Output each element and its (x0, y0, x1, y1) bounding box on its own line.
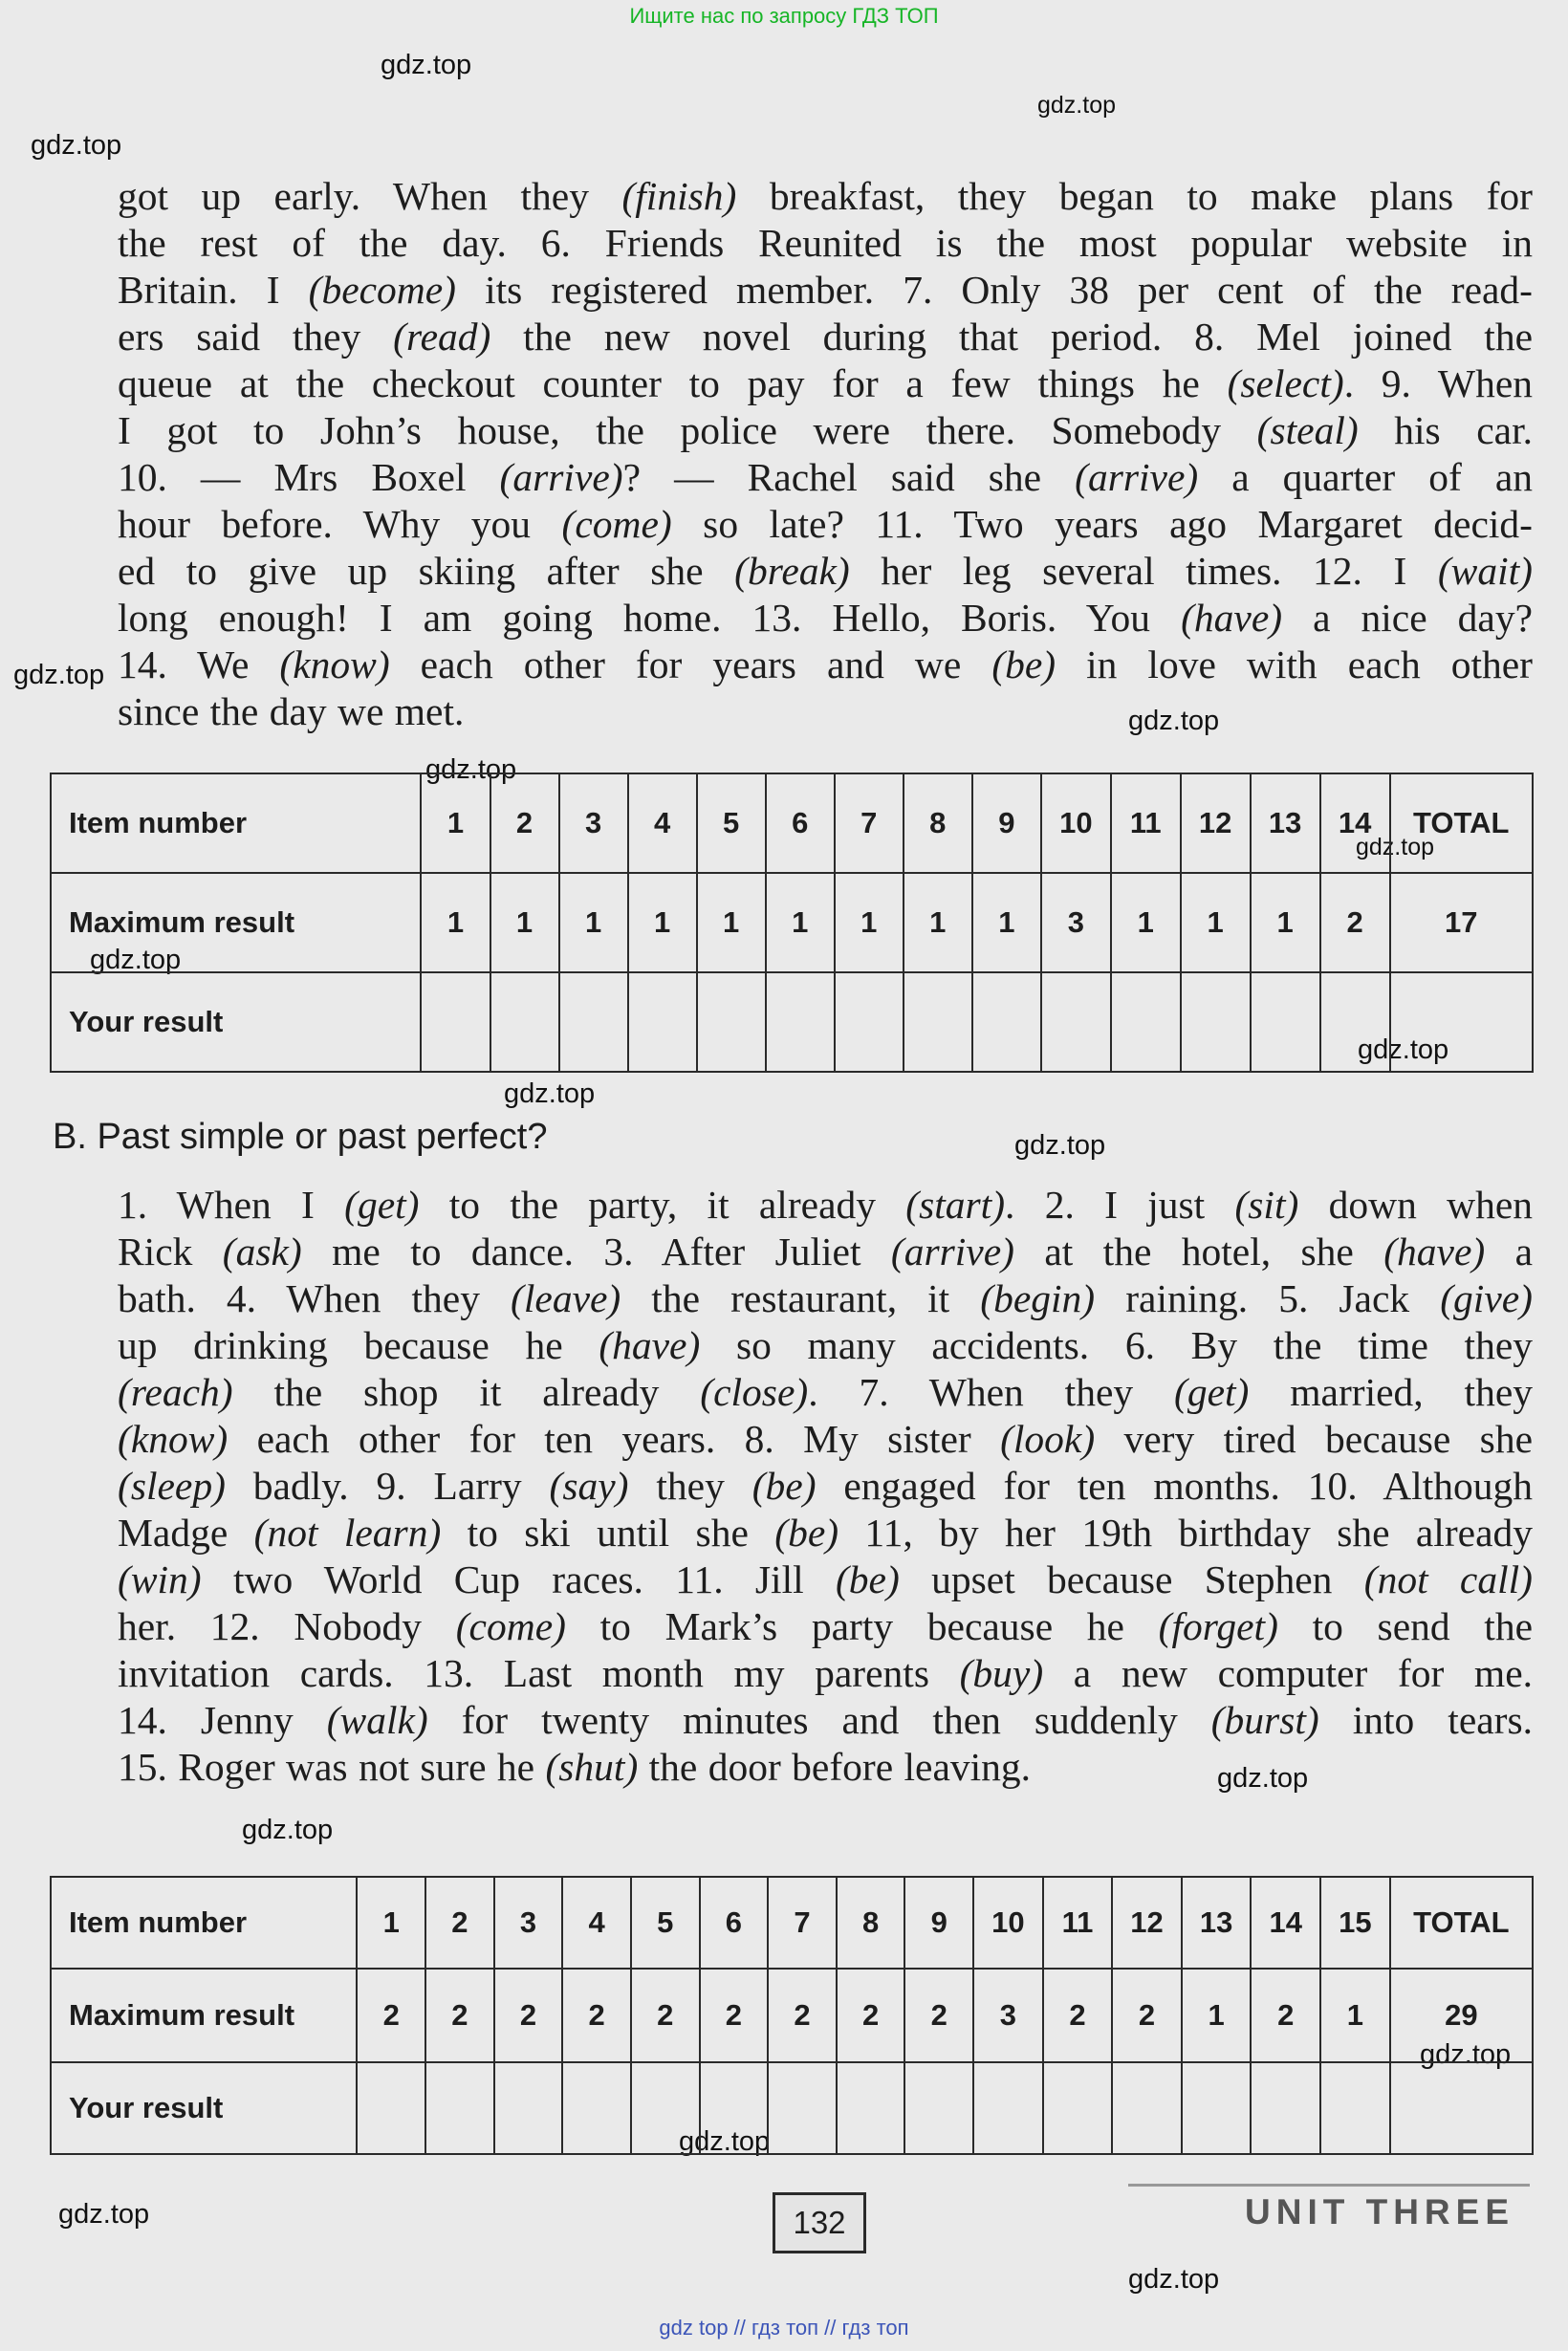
text-segment: a new computer for me. (1043, 1651, 1533, 1695)
text-segment: in love with each other (1056, 642, 1533, 686)
text-segment: 11, by her 19th birthday she already (838, 1511, 1533, 1555)
text-line (118, 267, 1533, 314)
watermark: gdz.top (1217, 1763, 1309, 1794)
row-label: Maximum result (51, 1969, 357, 2062)
item-number-cell: 9 (904, 1877, 973, 1969)
text-segment: 14. We (118, 642, 280, 686)
verb-prompt: (know) (279, 642, 390, 686)
max-result-cell: 1 (490, 873, 559, 972)
item-number-cell: 4 (628, 773, 697, 873)
text-line (118, 1650, 1533, 1697)
max-result-cell: 2 (494, 1969, 563, 2062)
max-result-cell: 1 (421, 873, 490, 972)
verb-prompt: (arrive) (499, 455, 623, 499)
maximum-result-row (51, 1969, 1533, 2062)
exercise-a-text (118, 173, 1533, 735)
max-result-cell: 1 (1181, 873, 1251, 972)
verb-prompt: (become) (308, 268, 456, 312)
your-result-cell[interactable] (1251, 972, 1320, 1072)
max-result-cell: 1 (766, 873, 835, 972)
max-result-cell: 1 (1111, 873, 1181, 972)
max-result-cell: 2 (700, 1969, 769, 2062)
verb-prompt: (get) (1174, 1370, 1250, 1414)
watermark: gdz.top (13, 660, 105, 690)
text-segment: breakfast, they began to make plans for (736, 174, 1533, 218)
max-result-cell: 1 (1320, 1969, 1390, 2062)
your-result-cell[interactable] (835, 972, 904, 1072)
max-result-cell: 1 (972, 873, 1041, 972)
watermark: gdz.top (381, 50, 472, 80)
max-result-cell: 2 (837, 1969, 905, 2062)
your-result-row (51, 2062, 1533, 2154)
max-result-cell: 2 (631, 1969, 700, 2062)
your-result-cell[interactable] (1043, 2062, 1113, 2154)
watermark: gdz.top (31, 130, 122, 161)
item-number-cell: 5 (631, 1877, 700, 1969)
text-segment: bath. 4. When they (118, 1276, 512, 1320)
text-segment: me to dance. 3. After Juliet (301, 1230, 891, 1273)
item-number-cell: 12 (1112, 1877, 1182, 1969)
verb-prompt: (forget) (1158, 1604, 1278, 1648)
item-number-cell: 8 (837, 1877, 905, 1969)
your-result-cell[interactable] (494, 2062, 563, 2154)
item-number-row (51, 773, 1533, 873)
unit-label: UNIT THREE (1245, 2192, 1514, 2231)
text-segment: ed to give up skiing after she (118, 549, 735, 593)
item-number-cell: 10 (973, 1877, 1043, 1969)
max-result-cell: 1 (1251, 873, 1320, 972)
verb-prompt: (close) (700, 1370, 809, 1414)
total-header: TOTAL (1390, 1877, 1533, 1969)
text-line (118, 595, 1533, 642)
text-line (118, 1369, 1533, 1416)
text-segment: a (1485, 1230, 1534, 1273)
your-result-cell[interactable] (700, 2062, 769, 2154)
your-result-cell[interactable] (1111, 972, 1181, 1072)
text-segment: ? — Rachel said she (622, 455, 1076, 499)
verb-prompt: (know) (118, 1417, 229, 1461)
verb-prompt: (begin) (980, 1276, 1096, 1320)
item-number-cell: 12 (1181, 773, 1251, 873)
text-segment: for twenty minutes and then suddenly (427, 1698, 1211, 1742)
watermark: gdz.top (242, 1815, 334, 1845)
text-segment: Rick (118, 1230, 223, 1273)
page-number: 132 (773, 2192, 866, 2253)
max-result-cell: 2 (1043, 1969, 1113, 2062)
text-line (118, 1275, 1533, 1322)
your-result-cell[interactable] (1112, 2062, 1182, 2154)
verb-prompt: (get) (344, 1183, 420, 1227)
item-number-cell: 14 (1251, 1877, 1320, 1969)
max-result-cell: 2 (1251, 1969, 1320, 2062)
your-total-cell[interactable] (1390, 972, 1533, 1072)
text-segment: since the day we met. (118, 689, 465, 733)
text-segment: Madge (118, 1511, 254, 1555)
item-number-cell: 7 (835, 773, 904, 873)
text-line (118, 360, 1533, 407)
item-number-cell: 8 (904, 773, 972, 873)
item-number-cell: 7 (768, 1877, 837, 1969)
watermark: gdz.top (1037, 92, 1117, 119)
watermark: gdz.top (90, 945, 182, 975)
max-result-cell: 3 (973, 1969, 1043, 2062)
item-number-cell: 6 (700, 1877, 769, 1969)
verb-prompt: (read) (393, 315, 491, 359)
your-result-cell[interactable] (1182, 2062, 1252, 2154)
text-line (118, 642, 1533, 688)
text-segment: down when (1298, 1183, 1533, 1227)
text-segment: so late? 11. Two years ago Margaret decid- (671, 502, 1533, 546)
text-line (118, 314, 1533, 360)
top-banner[interactable]: Ищите нас по запросу ГДЗ ТОП (629, 4, 939, 28)
max-result-cell: 1 (835, 873, 904, 972)
text-segment: her. 12. Nobody (118, 1604, 456, 1648)
your-result-cell[interactable] (1181, 972, 1251, 1072)
text-segment: badly. 9. Larry (225, 1464, 550, 1508)
text-line (118, 173, 1533, 220)
your-result-row (51, 972, 1533, 1072)
text-line (118, 454, 1533, 501)
your-result-cell[interactable] (1041, 972, 1111, 1072)
item-number-cell: 2 (425, 1877, 494, 1969)
verb-prompt: (come) (561, 502, 672, 546)
your-result-cell[interactable] (973, 2062, 1043, 2154)
max-result-cell: 2 (904, 1969, 973, 2062)
watermark: gdz.top (1356, 834, 1435, 860)
text-segment: the shop it already (232, 1370, 701, 1414)
max-result-cell: 2 (768, 1969, 837, 2062)
text-line (118, 1697, 1533, 1744)
total-header: TOTAL (1390, 773, 1533, 873)
max-result-cell: 1 (904, 873, 972, 972)
verb-prompt: (shut) (545, 1745, 639, 1789)
verb-prompt: (steal) (1256, 408, 1359, 452)
text-segment: very tired because she (1095, 1417, 1533, 1461)
text-segment: . 7. When they (808, 1370, 1175, 1414)
item-number-row (51, 1877, 1533, 1969)
score-table-b (50, 1876, 1534, 2155)
text-segment: ers said they (118, 315, 394, 359)
text-line (118, 1510, 1533, 1556)
item-number-cell: 11 (1043, 1877, 1113, 1969)
your-result-cell[interactable] (425, 2062, 494, 2154)
max-result-cell: 1 (628, 873, 697, 972)
text-segment: I got to John’s house, the police were there. Somebody (118, 408, 1257, 452)
item-number-cell: 13 (1182, 1877, 1252, 1969)
text-line (118, 1744, 1533, 1791)
your-result-cell[interactable] (768, 2062, 837, 2154)
your-result-cell[interactable] (559, 972, 628, 1072)
verb-prompt: (not call) (1363, 1557, 1533, 1601)
max-result-cell: 2 (1112, 1969, 1182, 2062)
text-segment: a quarter of an (1198, 455, 1534, 499)
row-label: Item number (51, 1877, 357, 1969)
text-segment: engaged for ten months. 10. Although (816, 1464, 1533, 1508)
your-result-cell[interactable] (697, 972, 766, 1072)
text-segment: the door before leaving. (638, 1745, 1032, 1789)
watermark: gdz.top (58, 2199, 150, 2230)
max-result-cell: 1 (559, 873, 628, 972)
text-line (118, 220, 1533, 267)
text-segment: 15. Roger was not sure he (118, 1745, 546, 1789)
verb-prompt: (have) (599, 1323, 701, 1367)
verb-prompt: (arrive) (1075, 455, 1199, 499)
text-segment: they (628, 1464, 752, 1508)
text-segment: each other for years and we (389, 642, 992, 686)
text-segment: his car. (1358, 408, 1533, 452)
text-line (118, 1416, 1533, 1463)
text-segment: two World Cup races. 11. Jill (201, 1557, 836, 1601)
your-result-cell[interactable] (837, 2062, 905, 2154)
bottom-banner[interactable]: gdz top // гдз топ // гдз топ (659, 2316, 909, 2340)
verb-prompt: (be) (751, 1464, 817, 1508)
max-result-cell: 3 (1041, 873, 1111, 972)
your-result-cell[interactable] (421, 972, 490, 1072)
item-number-cell: 4 (562, 1877, 631, 1969)
text-segment: the new novel during that period. 8. Mel joined the (490, 315, 1533, 359)
row-label: Item number (51, 773, 421, 873)
item-number-cell: 11 (1111, 773, 1181, 873)
your-result-cell[interactable] (1251, 2062, 1320, 2154)
text-line (118, 1229, 1533, 1275)
exercise-b-text (118, 1182, 1533, 1791)
verb-prompt: (leave) (511, 1276, 621, 1320)
text-segment: a nice day? (1282, 596, 1533, 640)
watermark: gdz.top (679, 2126, 771, 2157)
verb-prompt: (not learn) (253, 1511, 442, 1555)
item-number-cell: 5 (697, 773, 766, 873)
watermark: gdz.top (1420, 2039, 1512, 2070)
item-number-cell: 9 (972, 773, 1041, 873)
item-number-cell: 14 (1320, 773, 1390, 873)
text-segment: to ski until she (441, 1511, 775, 1555)
text-segment: got up early. When they (118, 174, 622, 218)
verb-prompt: (buy) (959, 1651, 1044, 1695)
text-line (118, 1603, 1533, 1650)
your-result-cell[interactable] (490, 972, 559, 1072)
verb-prompt: (have) (1181, 596, 1283, 640)
item-number-cell: 15 (1320, 1877, 1390, 1969)
verb-prompt: (select) (1227, 361, 1344, 405)
text-line (118, 407, 1533, 454)
row-label: Maximum result (51, 873, 421, 972)
row-label: Your result (51, 972, 421, 1072)
verb-prompt: (win) (118, 1557, 202, 1601)
max-result-cell: 1 (1182, 1969, 1252, 2062)
item-number-cell: 3 (559, 773, 628, 873)
item-number-cell: 2 (490, 773, 559, 873)
your-result-cell[interactable] (766, 972, 835, 1072)
text-segment: to the party, it already (419, 1183, 906, 1227)
your-total-cell[interactable] (1390, 2062, 1533, 2154)
item-number-cell: 10 (1041, 773, 1111, 873)
text-line (118, 1556, 1533, 1603)
text-line (118, 688, 1533, 735)
text-segment: 14. Jenny (118, 1698, 327, 1742)
your-result-cell[interactable] (1320, 2062, 1390, 2154)
verb-prompt: (say) (549, 1464, 629, 1508)
exercise-b-heading: B. Past simple or past perfect? (53, 1117, 548, 1157)
your-result-cell[interactable] (562, 2062, 631, 2154)
text-line (118, 501, 1533, 548)
verb-prompt: (ask) (222, 1230, 302, 1273)
verb-prompt: (arrive) (890, 1230, 1014, 1273)
verb-prompt: (reach) (118, 1370, 233, 1414)
text-line (118, 548, 1533, 595)
your-result-cell[interactable] (628, 972, 697, 1072)
item-number-cell: 3 (494, 1877, 563, 1969)
verb-prompt: (be) (835, 1557, 900, 1601)
watermark: gdz.top (1128, 2264, 1220, 2295)
text-segment: her leg several times. 12. I (849, 549, 1438, 593)
max-total-cell: 17 (1390, 873, 1533, 972)
max-result-cell: 2 (357, 1969, 425, 2062)
your-result-cell[interactable] (972, 972, 1041, 1072)
text-segment: upset because Stephen (899, 1557, 1364, 1601)
verb-prompt: (have) (1383, 1230, 1486, 1273)
your-result-cell[interactable] (904, 2062, 973, 2154)
watermark: gdz.top (1014, 1130, 1106, 1161)
text-segment: raining. 5. Jack (1095, 1276, 1441, 1320)
your-result-cell[interactable] (357, 2062, 425, 2154)
footer-rule (1128, 2184, 1530, 2187)
max-result-cell: 2 (1320, 873, 1390, 972)
verb-prompt: (look) (1000, 1417, 1096, 1461)
your-result-cell[interactable] (1320, 972, 1390, 1072)
verb-prompt: (wait) (1437, 549, 1533, 593)
watermark: gdz.top (1358, 1034, 1449, 1065)
watermark: gdz.top (1128, 706, 1220, 736)
text-segment: into tears. (1318, 1698, 1533, 1742)
text-segment: . 2. I just (1005, 1183, 1235, 1227)
text-segment: queue at the checkout counter to pay for a few things he (118, 361, 1228, 405)
max-result-cell: 2 (425, 1969, 494, 2062)
verb-prompt: (walk) (326, 1698, 428, 1742)
your-result-cell[interactable] (631, 2062, 700, 2154)
row-label: Your result (51, 2062, 357, 2154)
text-segment: long enough! I am going home. 13. Hello, Boris. You (118, 596, 1182, 640)
text-segment: . 9. When (1343, 361, 1533, 405)
text-segment: invitation cards. 13. Last month my parents (118, 1651, 960, 1695)
verb-prompt: (finish) (621, 174, 737, 218)
max-result-cell: 2 (562, 1969, 631, 2062)
text-segment: hour before. Why you (118, 502, 562, 546)
text-segment: its registered member. 7. Only 38 per cent of the read- (456, 268, 1533, 312)
max-total-cell: 29 (1390, 1969, 1533, 2062)
score-table-a (50, 773, 1534, 1073)
text-segment: the restaurant, it (621, 1276, 981, 1320)
verb-prompt: (sleep) (118, 1464, 226, 1508)
verb-prompt: (be) (774, 1511, 839, 1555)
item-number-cell: 6 (766, 773, 835, 873)
text-segment: the rest of the day. 6. Friends Reunited is the most popular website in (118, 221, 1533, 265)
text-segment: 10. — Mrs Boxel (118, 455, 500, 499)
item-number-cell: 1 (357, 1877, 425, 1969)
text-segment: to Mark’s party because he (565, 1604, 1159, 1648)
item-number-cell: 13 (1251, 773, 1320, 873)
watermark: gdz.top (425, 754, 517, 785)
text-segment: up drinking because he (118, 1323, 599, 1367)
verb-prompt: (sit) (1234, 1183, 1299, 1227)
text-segment: to send the (1277, 1604, 1534, 1648)
text-segment: Britain. I (118, 268, 309, 312)
your-result-cell[interactable] (904, 972, 972, 1072)
item-number-cell: 1 (421, 773, 490, 873)
text-line (118, 1322, 1533, 1369)
text-segment: each other for ten years. 8. My sister (228, 1417, 1001, 1461)
verb-prompt: (break) (734, 549, 850, 593)
verb-prompt: (be) (991, 642, 1056, 686)
text-segment: married, they (1249, 1370, 1533, 1414)
text-segment: so many accidents. 6. By the time they (700, 1323, 1533, 1367)
max-result-cell: 1 (697, 873, 766, 972)
verb-prompt: (start) (905, 1183, 1006, 1227)
text-segment: 1. When I (118, 1183, 345, 1227)
watermark: gdz.top (504, 1078, 596, 1109)
verb-prompt: (burst) (1210, 1698, 1319, 1742)
verb-prompt: (give) (1440, 1276, 1533, 1320)
verb-prompt: (come) (455, 1604, 566, 1648)
text-segment: at the hotel, she (1013, 1230, 1384, 1273)
maximum-result-row (51, 873, 1533, 972)
text-line (118, 1182, 1533, 1229)
text-line (118, 1463, 1533, 1510)
